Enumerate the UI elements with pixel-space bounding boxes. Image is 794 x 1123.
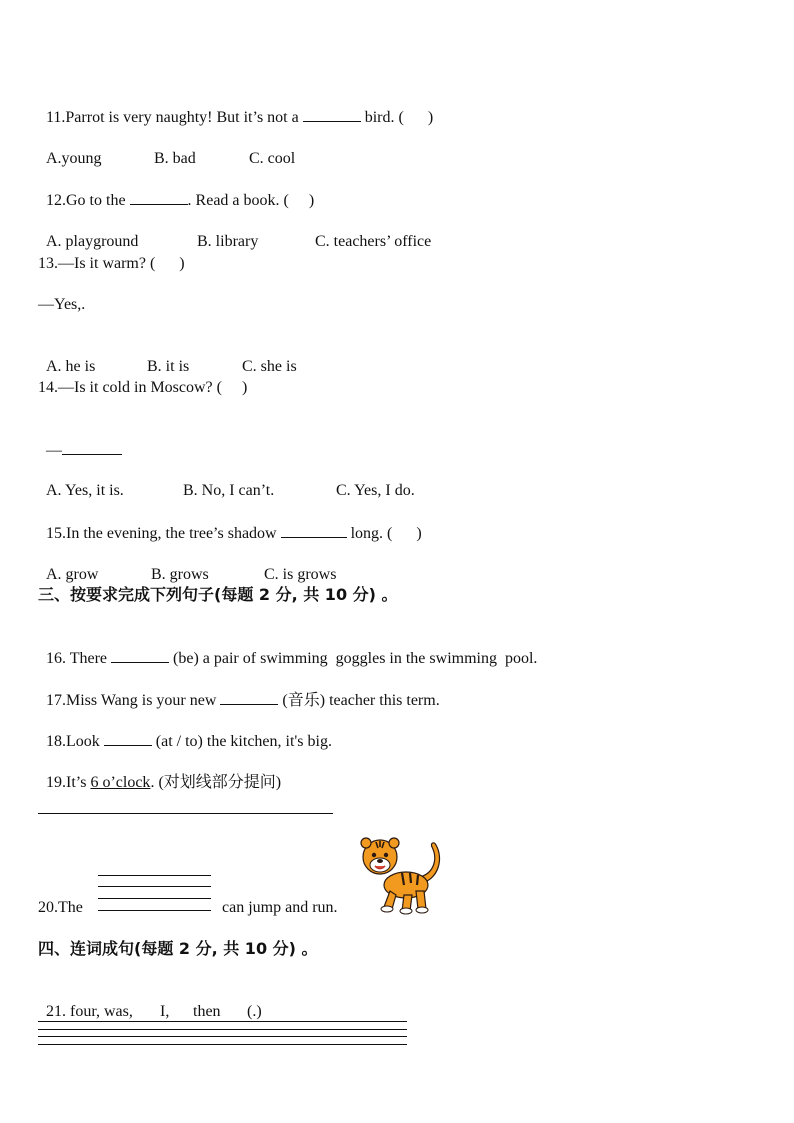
- q20-writing-line-4[interactable]: [98, 910, 211, 911]
- q12-blank[interactable]: [130, 190, 188, 205]
- question-21: [38, 982, 262, 1022]
- q17-blank[interactable]: [220, 690, 278, 705]
- q12-options: [38, 212, 431, 252]
- q14-options: [38, 461, 415, 501]
- question-19: [38, 753, 281, 793]
- question-13: 13.—Is it warm? ( ): [38, 255, 185, 272]
- q21-word-2: was,: [104, 1003, 133, 1020]
- tiger-illustration: [356, 833, 446, 915]
- q14-option-a[interactable]: A. Yes, it is.: [46, 482, 124, 499]
- q21-word-4: then: [193, 1003, 221, 1020]
- q20-writing-line-1[interactable]: [98, 875, 211, 876]
- section-4-heading: 四、连词成句(每题 2 分, 共 10 分) 。: [38, 939, 318, 958]
- q11-option-c[interactable]: C. cool: [249, 150, 296, 167]
- q21-writing-line-2[interactable]: [38, 1029, 407, 1030]
- question-14: 14.—Is it cold in Moscow? ( ): [38, 379, 248, 396]
- q11-text-before: 11.Parrot is very naughty! But it’s not a: [46, 109, 303, 126]
- q12-option-a[interactable]: A. playground: [46, 233, 139, 250]
- q14-option-b[interactable]: B. No, I can’t.: [183, 482, 275, 499]
- q13-options: [38, 337, 297, 377]
- q21-writing-line-1[interactable]: [38, 1021, 407, 1022]
- q12-text-after: . Read a book. ( ): [187, 192, 315, 209]
- q15-option-a[interactable]: A. grow: [46, 566, 99, 583]
- q12-text-before: 12.Go to the: [46, 192, 130, 209]
- q19-answer-line[interactable]: [38, 813, 333, 814]
- q16-text-before: 16. There: [46, 650, 112, 667]
- q15-text-after: long. ( ): [346, 525, 422, 542]
- question-11: [38, 87, 433, 128]
- q15-text-before: 15.In the evening, the tree’s shadow: [46, 525, 281, 542]
- question-15: [38, 503, 422, 544]
- q17-text-before: 17.Miss Wang is your new: [46, 692, 221, 709]
- q11-options: [38, 129, 295, 169]
- q18-text-before: 18.Look: [46, 733, 104, 750]
- q14-dash: —: [46, 442, 62, 459]
- q11-option-a[interactable]: A.young: [46, 150, 102, 167]
- q19-text-after: . (对划线部分提问): [150, 774, 282, 791]
- q18-blank[interactable]: [104, 731, 152, 746]
- q13-option-c[interactable]: C. she is: [242, 358, 297, 375]
- question-12: [38, 170, 314, 211]
- q14-blank[interactable]: [62, 440, 122, 455]
- q12-option-b[interactable]: B. library: [197, 233, 259, 250]
- q21-word-1: 21. four,: [46, 1003, 101, 1020]
- q13-option-a[interactable]: A. he is: [46, 358, 96, 375]
- question-17: [38, 670, 440, 711]
- q15-option-b[interactable]: B. grows: [151, 566, 209, 583]
- q15-option-c[interactable]: C. is grows: [264, 566, 337, 583]
- q13-option-b[interactable]: B. it is: [147, 358, 190, 375]
- q20-text-before: 20.The: [38, 899, 83, 916]
- q21-word-3: I,: [160, 1003, 170, 1020]
- q18-text-after: (at / to) the kitchen, it's big.: [151, 733, 332, 750]
- q12-option-c[interactable]: C. teachers’ office: [315, 233, 432, 250]
- q21-writing-line-4[interactable]: [38, 1044, 407, 1045]
- q19-text-before: 19.It’s: [46, 774, 91, 791]
- q17-text-after: (音乐) teacher this term.: [278, 692, 440, 709]
- section-3-heading: 三、按要求完成下列句子(每题 2 分, 共 10 分) 。: [38, 585, 398, 604]
- q15-blank[interactable]: [281, 523, 347, 538]
- q20-writing-line-3[interactable]: [98, 898, 211, 899]
- q20-text-after: can jump and run.: [218, 899, 338, 916]
- q16-blank[interactable]: [111, 648, 169, 663]
- question-16: [38, 628, 537, 669]
- q11-option-b[interactable]: B. bad: [154, 150, 196, 167]
- q13-answer-line: —Yes,.: [38, 296, 86, 313]
- q16-text-after: (be) a pair of swimming goggles in the swimming pool.: [169, 650, 538, 667]
- q14-option-c[interactable]: C. Yes, I do.: [336, 482, 415, 499]
- q21-word-5: (.): [247, 1003, 262, 1020]
- q19-underlined-phrase: 6 o’clock: [90, 774, 151, 791]
- q21-writing-line-3[interactable]: [38, 1036, 407, 1037]
- q20-writing-line-2[interactable]: [98, 886, 211, 887]
- q14-answer-line: [38, 420, 122, 461]
- q15-options: [38, 545, 336, 585]
- q11-text-after: bird. ( ): [360, 109, 434, 126]
- question-18: [38, 711, 332, 752]
- q11-blank[interactable]: [303, 107, 361, 122]
